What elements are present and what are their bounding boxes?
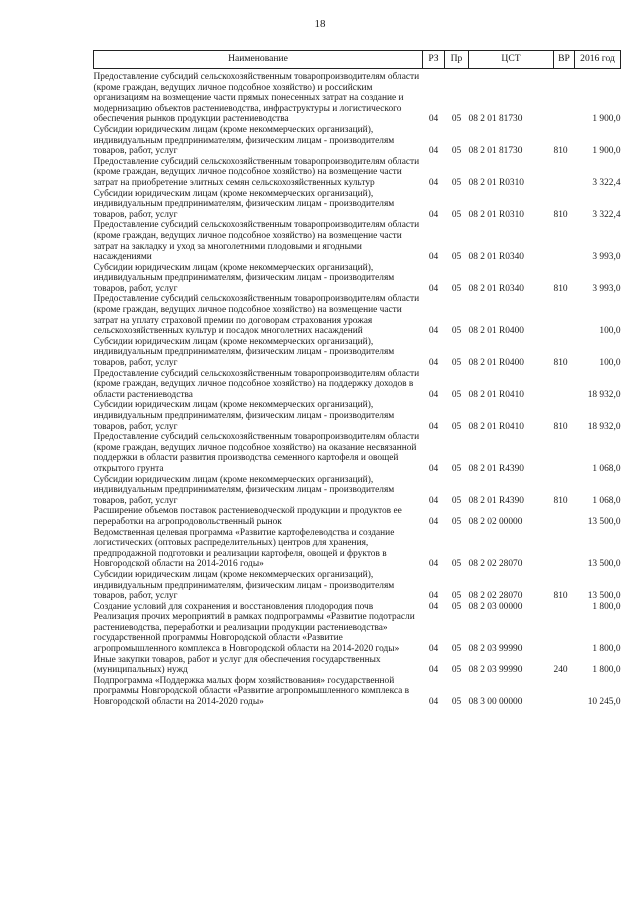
row-cst: 08 2 01 R0310 bbox=[468, 177, 524, 188]
row-cst: 08 2 01 R0410 bbox=[468, 389, 524, 400]
row-pr: 05 bbox=[451, 559, 462, 570]
row-amount: 1 800,0 bbox=[592, 644, 621, 655]
row-cst: 08 2 01 R0340 bbox=[468, 283, 524, 294]
table-row bbox=[94, 612, 621, 654]
row-cst: 08 2 03 99990 bbox=[468, 644, 523, 655]
row-name: Субсидии юридическим лицам (кроме некоммерческих организаций), индивидуальным предпринимателям, физическим лицам - производителям товаров, работ, услуг bbox=[93, 188, 395, 220]
table-row bbox=[94, 570, 621, 602]
row-name: Реализация прочих мероприятий в рамках подпрограммы «Развитие подотрасли растениеводства, переработки и реализации продукции растениеводства» государственной программы Новгородской области «Развитие агропромышленного комплекса в Новгородской области на 2014-2020 годы» bbox=[93, 612, 415, 655]
row-vr: 810 bbox=[553, 421, 568, 432]
row-name: Создание условий для сохранения и восстановления плодородия почв bbox=[93, 601, 374, 612]
row-name: Предоставление субсидий сельскохозяйственным товаропроизводителям области (кроме граждан, ведущих личное подсобное хозяйство) на поддержку доходов в области растениеводства bbox=[93, 368, 420, 400]
row-amount: 13 500,0 bbox=[587, 516, 621, 527]
table-row bbox=[94, 676, 621, 708]
row-pr: 05 bbox=[451, 421, 462, 432]
table-row bbox=[94, 432, 621, 474]
row-amount: 1 068,0 bbox=[592, 463, 621, 474]
row-rz: 04 bbox=[428, 252, 439, 263]
row-name: Иные закупки товаров, работ и услуг для обеспечения государственных (муниципальных) нужд bbox=[93, 654, 381, 676]
row-rz: 04 bbox=[428, 697, 439, 708]
row-amount: 1 900,0 bbox=[592, 146, 621, 157]
row-amount: 3 322,4 bbox=[592, 209, 621, 220]
row-amount: 1 900,0 bbox=[592, 114, 621, 125]
row-amount: 18 932,0 bbox=[587, 389, 621, 400]
row-vr bbox=[554, 612, 575, 654]
row-pr: 05 bbox=[451, 114, 462, 125]
row-amount: 18 932,0 bbox=[587, 421, 621, 432]
row-vr: 810 bbox=[553, 495, 568, 506]
row-amount: 100,0 bbox=[599, 326, 621, 337]
row-pr: 05 bbox=[451, 495, 462, 506]
row-cst: 08 2 01 R0340 bbox=[468, 252, 524, 263]
row-name: Субсидии юридическим лицам (кроме некоммерческих организаций), индивидуальным предпринимателям, физическим лицам - производителям товаров, работ, услуг bbox=[93, 474, 395, 506]
row-pr: 05 bbox=[451, 283, 462, 294]
row-rz: 04 bbox=[428, 114, 439, 125]
row-vr bbox=[554, 602, 575, 613]
row-name: Субсидии юридическим лицам (кроме некоммерческих организаций), индивидуальным предпринимателям, физическим лицам - производителям товаров, работ, услуг bbox=[93, 336, 395, 369]
row-cst: 08 2 03 99990 bbox=[468, 665, 523, 676]
row-amount: 1 800,0 bbox=[592, 665, 621, 676]
row-cst: 08 2 01 R4390 bbox=[468, 495, 524, 506]
row-vr bbox=[554, 528, 575, 570]
row-pr: 05 bbox=[451, 644, 462, 655]
row-cst: 08 2 02 00000 bbox=[468, 516, 523, 527]
row-vr bbox=[554, 294, 575, 336]
row-cst: 08 2 03 00000 bbox=[468, 601, 523, 612]
row-vr bbox=[554, 369, 575, 401]
table-row bbox=[94, 157, 621, 189]
row-rz: 04 bbox=[428, 283, 439, 294]
header-rz: РЗ bbox=[423, 51, 445, 69]
table-row bbox=[94, 263, 621, 295]
table-row bbox=[94, 400, 621, 432]
row-pr: 05 bbox=[451, 665, 462, 676]
table-row bbox=[94, 189, 621, 221]
table-row bbox=[94, 337, 621, 369]
row-cst: 08 2 02 28070 bbox=[468, 591, 523, 602]
row-name: Расширение объемов поставок растениеводческой продукции и продуктов ее переработки на агропродовольственный рынок bbox=[93, 506, 402, 527]
row-vr: 810 bbox=[553, 283, 568, 294]
row-pr: 05 bbox=[451, 252, 462, 263]
row-vr bbox=[554, 506, 575, 527]
row-name: Субсидии юридическим лицам (кроме некоммерческих организаций), индивидуальным предпринимателям, физическим лицам - производителям товаров, работ, услуг bbox=[93, 400, 395, 432]
row-cst: 08 2 01 81730 bbox=[468, 146, 523, 157]
row-pr: 05 bbox=[451, 516, 462, 527]
table-row bbox=[94, 220, 621, 262]
row-amount: 1 800,0 bbox=[592, 601, 621, 612]
row-vr bbox=[554, 220, 575, 262]
row-cst: 08 3 00 00000 bbox=[468, 697, 523, 708]
row-rz: 04 bbox=[428, 591, 439, 602]
row-pr: 05 bbox=[451, 697, 462, 708]
table-row bbox=[94, 69, 621, 125]
row-cst: 08 2 01 R4390 bbox=[468, 463, 524, 474]
table-row bbox=[94, 506, 621, 527]
row-cst: 08 2 01 R0400 bbox=[468, 358, 524, 369]
row-vr bbox=[554, 432, 575, 474]
row-name: Предоставление субсидий сельскохозяйственным товаропроизводителям области (кроме граждан, ведущих личное подсобное хозяйство) на возмещение части затрат на закладку и уход за многолетними плодовыми и ягодными насаждениями bbox=[93, 220, 420, 263]
row-vr bbox=[554, 676, 575, 708]
row-name: Предоставление субсидий сельскохозяйственным товаропроизводителям области (кроме граждан, ведущих личное подсобное хозяйство) на возмещение части затрат на приобретение элитных семян сельскохозяйственных культур bbox=[93, 156, 420, 188]
row-pr: 05 bbox=[451, 358, 462, 369]
row-cst: 08 2 02 28070 bbox=[468, 559, 523, 570]
row-cst: 08 2 01 R0410 bbox=[468, 421, 524, 432]
row-cst: 08 2 01 R0310 bbox=[468, 209, 524, 220]
table-body bbox=[94, 69, 621, 708]
row-cst: 08 2 01 R0400 bbox=[468, 326, 524, 337]
row-pr: 05 bbox=[451, 591, 462, 602]
header-name: Наименование bbox=[94, 51, 423, 69]
table-row bbox=[94, 602, 621, 613]
row-rz: 04 bbox=[428, 389, 439, 400]
row-rz: 04 bbox=[428, 644, 439, 655]
row-name: Субсидии юридическим лицам (кроме некоммерческих организаций), индивидуальным предпринимателям, физическим лицам - производителям товаров, работ, услуг bbox=[93, 124, 395, 157]
row-rz: 04 bbox=[428, 421, 439, 432]
row-rz: 04 bbox=[428, 495, 439, 506]
row-vr: 810 bbox=[553, 209, 568, 220]
row-pr: 05 bbox=[451, 209, 462, 220]
row-vr: 240 bbox=[553, 665, 568, 676]
row-rz: 04 bbox=[428, 146, 439, 157]
header-cst: ЦСТ bbox=[469, 51, 554, 69]
row-amount: 3 993,0 bbox=[592, 283, 621, 294]
row-name: Субсидии юридическим лицам (кроме некоммерческих организаций), индивидуальным предпринимателям, физическим лицам - производителям товаров, работ, услуг bbox=[93, 262, 395, 294]
row-pr: 05 bbox=[451, 146, 462, 157]
table-row bbox=[94, 369, 621, 401]
row-name: Предоставление субсидий сельскохозяйственным товаропроизводителям области (кроме граждан, ведущих личное подсобное хозяйство) на возмещение части затрат на уплату страховой премии по договорам страхования урожая сельскохозяйственных культур и посадок многолетних насаждений bbox=[93, 294, 420, 337]
row-name: Предоставление субсидий сельскохозяйственным товаропроизводителям области (кроме граждан, ведущих личное подсобное хозяйство) на оказание несвязанной поддержки в области развития производства семенного картофеля и овощей открытого грунта bbox=[93, 432, 420, 474]
row-rz: 04 bbox=[428, 326, 439, 337]
row-vr: 810 bbox=[553, 591, 568, 602]
table-row bbox=[94, 475, 621, 507]
row-rz: 04 bbox=[428, 177, 439, 188]
row-cst: 08 2 01 81730 bbox=[468, 114, 523, 125]
table-header-row bbox=[94, 51, 621, 69]
row-rz: 04 bbox=[428, 358, 439, 369]
table-row bbox=[94, 655, 621, 676]
row-name: Предоставление субсидий сельскохозяйственным товаропроизводителям области (кроме граждан, ведущих личное подсобное хозяйство) и российским организациям на возмещение части прямых понесенных затрат на создание и модернизацию объектов растениеводства, инфраструктуры и логистического обеспечения рынков продукции растениеводства bbox=[93, 72, 420, 125]
row-pr: 05 bbox=[451, 326, 462, 337]
row-rz: 04 bbox=[428, 209, 439, 220]
table-row bbox=[94, 125, 621, 157]
header-year: 2016 год bbox=[575, 51, 621, 69]
row-rz: 04 bbox=[428, 559, 439, 570]
row-rz: 04 bbox=[428, 665, 439, 676]
row-name: Ведомственная целевая программа «Развитие картофелеводства и создание логистических (оптовых распределительных) центров для хранения, предпродажной подготовки и реализации картофеля, овощей и фруктов в Новгородской области на 2014-2016 годы» bbox=[93, 527, 395, 570]
page-number: 18 bbox=[314, 18, 326, 30]
budget-table bbox=[93, 50, 621, 708]
header-vr: ВР bbox=[554, 51, 575, 69]
row-name: Подпрограмма «Поддержка малых форм хозяйствования» государственной программы Новгородской области «Развитие агропромышленного комплекса в Новгородской области на 2014-2020 годы» bbox=[93, 675, 410, 708]
row-pr: 05 bbox=[451, 177, 462, 188]
row-amount: 3 322,4 bbox=[592, 177, 621, 188]
row-amount: 3 993,0 bbox=[592, 252, 621, 263]
header-pr: Пр bbox=[445, 51, 469, 69]
table-row bbox=[94, 528, 621, 570]
row-name: Субсидии юридическим лицам (кроме некоммерческих организаций), индивидуальным предпринимателям, физическим лицам - производителям товаров, работ, услуг bbox=[93, 569, 395, 602]
row-rz: 04 bbox=[428, 601, 439, 612]
row-rz: 04 bbox=[428, 516, 439, 527]
row-pr: 05 bbox=[451, 601, 462, 612]
row-pr: 05 bbox=[451, 389, 462, 400]
row-pr: 05 bbox=[451, 463, 462, 474]
row-vr: 810 bbox=[553, 146, 568, 157]
row-rz: 04 bbox=[428, 463, 439, 474]
row-amount: 100,0 bbox=[599, 358, 621, 369]
row-vr: 810 bbox=[553, 358, 568, 369]
row-vr bbox=[554, 69, 575, 125]
row-amount: 10 245,0 bbox=[587, 697, 621, 708]
row-amount: 1 068,0 bbox=[592, 495, 621, 506]
row-amount: 13 500,0 bbox=[587, 591, 621, 602]
row-amount: 13 500,0 bbox=[587, 559, 621, 570]
table-row bbox=[94, 294, 621, 336]
row-vr bbox=[554, 157, 575, 189]
